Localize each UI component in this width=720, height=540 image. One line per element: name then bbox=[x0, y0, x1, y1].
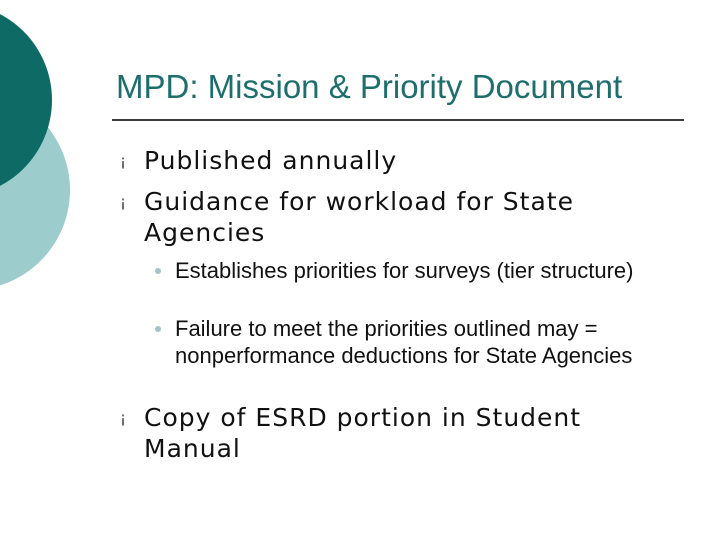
bullet-text: Published annually bbox=[144, 146, 398, 175]
sub-bullet-dot bbox=[155, 326, 161, 332]
bullet-marker: ¡ bbox=[120, 409, 127, 427]
bullet-text: Copy of ESRD portion in Student Manual bbox=[144, 403, 582, 463]
sub-bullet-dot bbox=[155, 268, 161, 274]
sub-bullet-text: Failure to meet the priorities outlined may = nonperformance deductions for State Agencies bbox=[175, 316, 633, 368]
bullet-marker: ¡ bbox=[120, 193, 127, 211]
bullet-marker: ¡ bbox=[120, 152, 127, 170]
title-underline bbox=[112, 119, 684, 121]
slide-title: MPD: Mission & Priority Document bbox=[116, 68, 623, 105]
bullet-text: Guidance for workload for State Agencies bbox=[144, 187, 574, 247]
sub-bullet-text: Establishes priorities for surveys (tier structure) bbox=[175, 258, 634, 283]
